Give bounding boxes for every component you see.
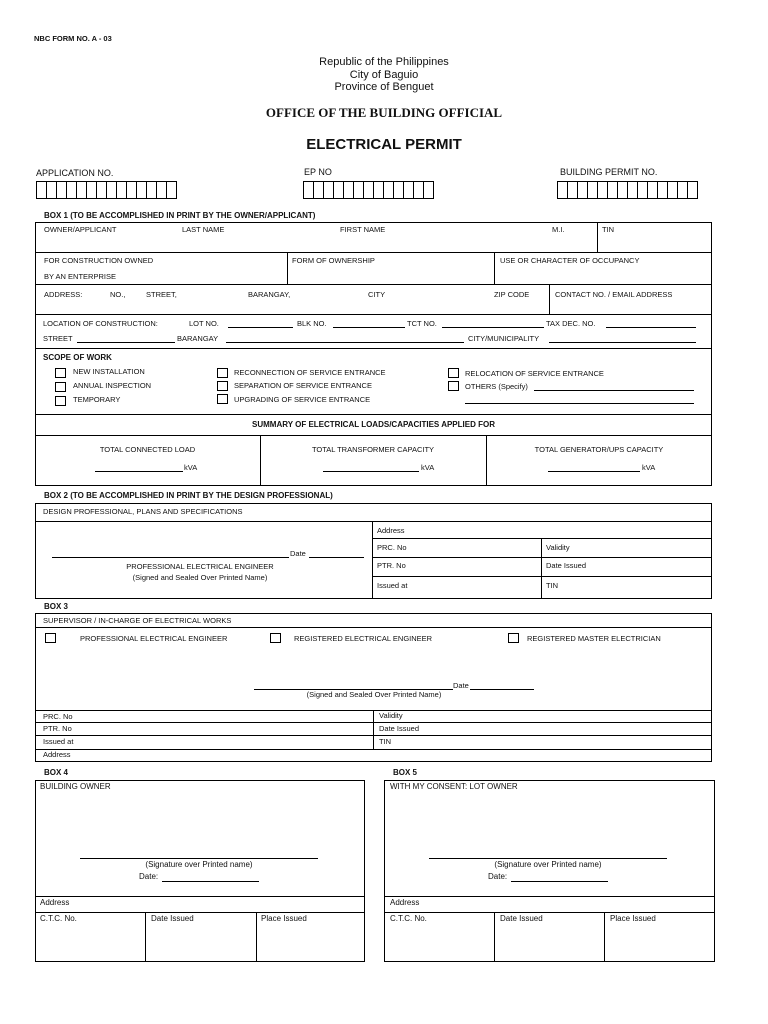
- scope-heading: SCOPE OF WORK: [43, 353, 112, 362]
- total-transformer-line[interactable]: [323, 471, 419, 472]
- lot-owner-date-line[interactable]: [511, 881, 608, 882]
- blk-no-line[interactable]: [333, 327, 405, 328]
- annual-inspection-label: ANNUAL INSPECTION: [73, 381, 152, 390]
- total-connected-load-unit: kVA: [184, 463, 198, 472]
- separation-checkbox[interactable]: [217, 381, 228, 391]
- supervisor-date-issued-label: Date Issued: [379, 724, 420, 733]
- others-label: OTHERS (Specify): [465, 382, 528, 391]
- location-label: LOCATION OF CONSTRUCTION:: [43, 319, 158, 328]
- city-line: City of Baguio: [349, 69, 419, 81]
- address-street-label: STREET,: [146, 290, 177, 299]
- design-date-line[interactable]: [309, 557, 364, 558]
- address-city-label: CITY: [368, 290, 386, 299]
- lot-owner-ctc-label: C.T.C. No.: [390, 914, 427, 923]
- supervisor-address-label: Address: [43, 750, 71, 759]
- first-name-label: FIRST NAME: [340, 225, 386, 234]
- supervisor-validity-label: Validity: [379, 711, 403, 720]
- tct-no-line[interactable]: [442, 327, 544, 328]
- reconnection-checkbox[interactable]: [217, 368, 228, 378]
- supervisor-rme-checkbox[interactable]: [508, 633, 519, 643]
- supervisor-label: SUPERVISOR / IN-CHARGE OF ELECTRICAL WORKS: [43, 616, 232, 625]
- province-line: Province of Benguet: [334, 81, 434, 93]
- republic-line: Republic of the Philippines: [319, 56, 449, 68]
- contact-label: CONTACT NO. / EMAIL ADDRESS: [555, 290, 673, 299]
- upgrading-label: UPGRADING OF SERVICE ENTRANCE: [234, 395, 371, 404]
- lot-owner-address-label: Address: [390, 898, 420, 907]
- lot-owner-signature-label: (Signature over Printed name): [494, 860, 602, 869]
- street-line[interactable]: [77, 342, 175, 343]
- office-title: OFFICE OF THE BUILDING OFFICIAL: [265, 105, 503, 120]
- lot-owner-date-label: Date:: [488, 872, 508, 881]
- building-owner-label: BUILDING OWNER: [40, 782, 111, 791]
- owner-date-line[interactable]: [162, 881, 259, 882]
- address-label: ADDRESS:: [44, 290, 83, 299]
- zip-code-label: ZIP CODE: [494, 290, 530, 299]
- city-municipality-label: CITY/MUNICIPALITY: [468, 334, 540, 343]
- design-professional-label: DESIGN PROFESSIONAL, PLANS AND SPECIFICATIONS: [43, 507, 243, 516]
- city-municipality-line[interactable]: [549, 342, 696, 343]
- tin-label: TIN: [602, 225, 615, 234]
- building-permit-no-field[interactable]: [557, 181, 697, 199]
- design-validity-label: Validity: [546, 543, 570, 552]
- owner-signature-line[interactable]: [80, 858, 318, 859]
- reconnection-label: RECONNECTION OF SERVICE ENTRANCE: [234, 368, 386, 377]
- box5-frame: [384, 780, 715, 962]
- address-barangay-label: BARANGAY,: [248, 290, 291, 299]
- owner-signature-label: (Signature over Printed name): [145, 860, 253, 869]
- design-signature-line[interactable]: [52, 557, 289, 558]
- last-name-label: LAST NAME: [182, 225, 225, 234]
- supervisor-pee-label: PROFESSIONAL ELECTRICAL ENGINEER: [80, 634, 228, 643]
- design-issued-at-label: Issued at: [377, 581, 408, 590]
- others-specify-line[interactable]: [534, 390, 694, 391]
- owner-applicant-label: OWNER/APPLICANT: [44, 225, 117, 234]
- total-transformer-label: TOTAL TRANSFORMER CAPACITY: [311, 445, 435, 454]
- application-no-label: APPLICATION NO.: [36, 168, 114, 178]
- supervisor-ptr-label: PTR. No: [43, 724, 72, 733]
- ep-no-field[interactable]: [303, 181, 433, 199]
- blk-no-label: BLK NO.: [297, 319, 327, 328]
- box5-heading: BOX 5: [393, 768, 418, 777]
- supervisor-rme-label: REGISTERED MASTER ELECTRICIAN: [527, 634, 661, 643]
- design-date-label: Date: [290, 549, 306, 558]
- supervisor-pee-checkbox[interactable]: [45, 633, 56, 643]
- separation-label: SEPARATION OF SERVICE ENTRANCE: [234, 381, 372, 390]
- mi-label: M.I.: [552, 225, 565, 234]
- total-connected-load-label: TOTAL CONNECTED LOAD: [99, 445, 196, 454]
- supervisor-prc-label: PRC. No: [43, 712, 73, 721]
- box2-heading: BOX 2 (TO BE ACCOMPLISHED IN PRINT BY THE DESIGN PROFESSIONAL): [44, 491, 333, 500]
- supervisor-tin-label: TIN: [379, 737, 392, 746]
- application-no-field[interactable]: [36, 181, 176, 199]
- new-installation-label: NEW INSTALLATION: [73, 367, 145, 376]
- lot-owner-signature-line[interactable]: [429, 858, 667, 859]
- box4-frame: [35, 780, 365, 962]
- page-title: ELECTRICAL PERMIT: [306, 136, 462, 153]
- design-date-issued-label: Date Issued: [546, 561, 587, 570]
- upgrading-checkbox[interactable]: [217, 394, 228, 404]
- design-ptr-label: PTR. No: [377, 561, 406, 570]
- temporary-label: TEMPORARY: [73, 395, 121, 404]
- building-permit-no-label: BUILDING PERMIT NO.: [560, 167, 658, 177]
- design-tin-label: TIN: [546, 581, 559, 590]
- total-generator-label: TOTAL GENERATOR/UPS CAPACITY: [534, 445, 664, 454]
- owner-place-issued-label: Place Issued: [261, 914, 307, 923]
- address-no-label: NO.,: [110, 290, 126, 299]
- design-address-label: Address: [377, 526, 405, 535]
- supervisor-ree-label: REGISTERED ELECTRICAL ENGINEER: [294, 634, 433, 643]
- by-enterprise-label: BY AN ENTERPRISE: [44, 272, 116, 281]
- supervisor-issued-at-label: Issued at: [43, 737, 74, 746]
- total-connected-load-line[interactable]: [95, 471, 183, 472]
- tax-dec-label: TAX DEC. NO.: [546, 319, 596, 328]
- lot-no-line[interactable]: [228, 327, 293, 328]
- supervisor-signed-label: (Signed and Sealed Over Printed Name): [306, 690, 442, 699]
- lot-owner-date-issued-label: Date Issued: [500, 914, 543, 923]
- box4-heading: BOX 4: [44, 768, 69, 777]
- design-prc-label: PRC. No: [377, 543, 407, 552]
- relocation-checkbox[interactable]: [448, 368, 459, 378]
- owner-ctc-label: C.T.C. No.: [40, 914, 77, 923]
- form-of-ownership-label: FORM OF OWNERSHIP: [292, 256, 375, 265]
- barangay-label: BARANGAY: [177, 334, 219, 343]
- consent-label: WITH MY CONSENT: LOT OWNER: [390, 782, 518, 791]
- design-signed-label: (Signed and Sealed Over Printed Name): [132, 573, 268, 582]
- supervisor-ree-checkbox[interactable]: [270, 633, 281, 643]
- owner-date-issued-label: Date Issued: [151, 914, 194, 923]
- ep-no-label: EP NO: [304, 167, 332, 177]
- tct-no-label: TCT NO.: [407, 319, 437, 328]
- for-construction-label: FOR CONSTRUCTION OWNED: [44, 256, 154, 265]
- owner-address-label: Address: [40, 898, 70, 907]
- owner-date-label: Date:: [139, 872, 159, 881]
- total-transformer-unit: kVA: [421, 463, 435, 472]
- tax-dec-line[interactable]: [606, 327, 696, 328]
- relocation-label: RELOCATION OF SERVICE ENTRANCE: [465, 369, 604, 378]
- street-label: STREET: [43, 334, 73, 343]
- others-checkbox[interactable]: [448, 381, 459, 391]
- temporary-checkbox[interactable]: [55, 396, 66, 406]
- summary-heading: SUMMARY OF ELECTRICAL LOADS/CAPACITIES APPLIED FOR: [252, 420, 495, 429]
- use-character-label: USE OR CHARACTER OF OCCUPANCY: [500, 256, 640, 265]
- lot-owner-place-issued-label: Place Issued: [610, 914, 656, 923]
- lot-no-label: LOT NO.: [189, 319, 219, 328]
- new-installation-checkbox[interactable]: [55, 368, 66, 378]
- annual-inspection-checkbox[interactable]: [55, 382, 66, 392]
- barangay-line[interactable]: [226, 342, 464, 343]
- box3-heading: BOX 3: [44, 602, 69, 611]
- total-generator-line[interactable]: [548, 471, 640, 472]
- total-generator-unit: kVA: [642, 463, 656, 472]
- supervisor-date-label: Date: [453, 681, 469, 690]
- box1-heading: BOX 1 (TO BE ACCOMPLISHED IN PRINT BY THE OWNER/APPLICANT): [44, 211, 316, 220]
- box2-frame: [35, 503, 712, 599]
- others-specify-line-2[interactable]: [465, 403, 694, 404]
- design-pee-label: PROFESSIONAL ELECTRICAL ENGINEER: [126, 562, 274, 571]
- form-number: NBC FORM NO. A - 03: [34, 34, 112, 43]
